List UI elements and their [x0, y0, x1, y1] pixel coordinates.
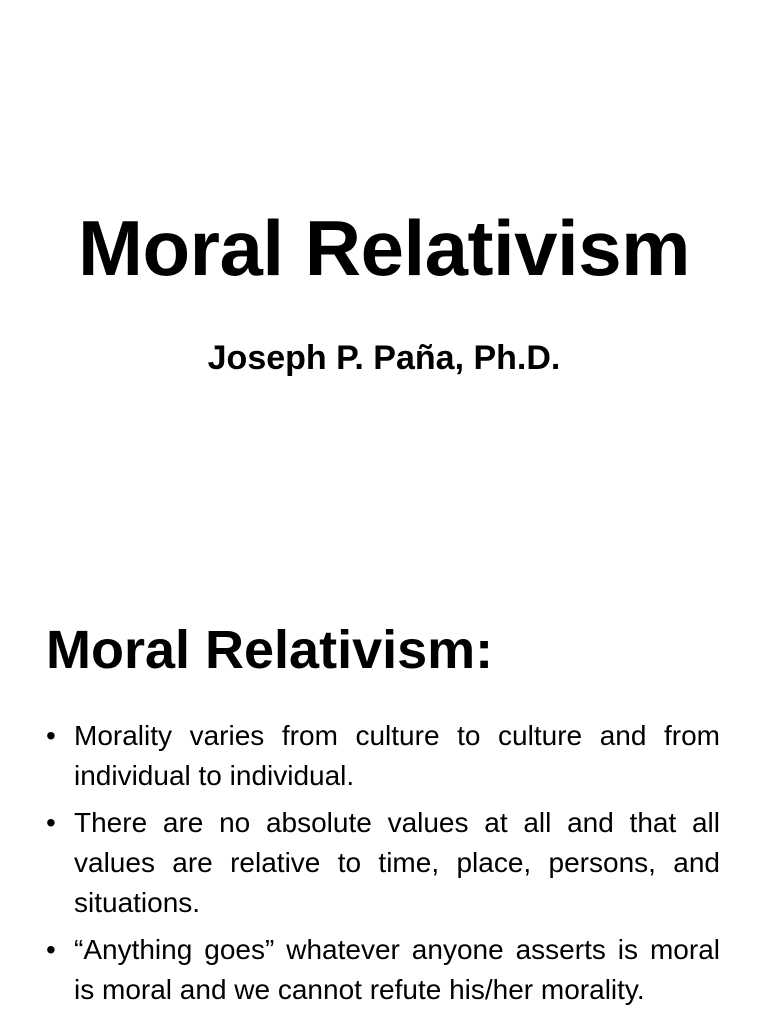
bullet-text: There are no absolute values at all and that all values are relative to time, place, persons, and situations.: [74, 807, 720, 918]
bullet-item: [46, 803, 720, 923]
bullet-item: [46, 716, 720, 796]
bullet-list: [46, 716, 720, 1017]
bullet-icon: •: [46, 807, 56, 838]
content-slide: [0, 576, 768, 1024]
bullet-icon: •: [46, 934, 56, 965]
author-name: Joseph P. Paña, Ph.D.: [207, 339, 561, 377]
bullet-text: Morality varies from culture to culture and from individual to individual.: [74, 720, 720, 791]
section-title: Moral Relativism:: [46, 620, 494, 680]
bullet-icon: •: [46, 720, 56, 751]
slide-title: Moral Relativism: [78, 204, 690, 292]
bullet-item: [46, 930, 720, 1010]
bullet-text: “Anything goes” whatever anyone asserts is moral is moral and we cannot refute his/her morality.: [74, 934, 720, 1005]
